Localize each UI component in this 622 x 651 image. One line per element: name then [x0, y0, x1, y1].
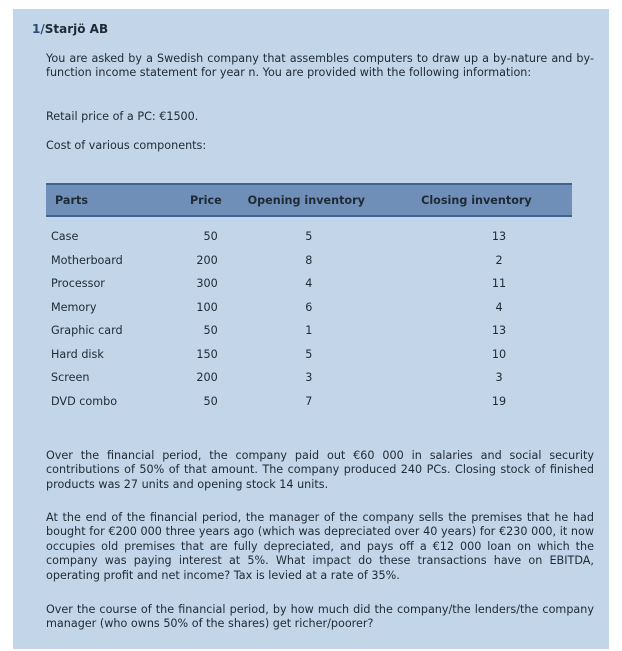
table-row	[46, 296, 572, 320]
cell-part: Motherboard	[51, 253, 123, 267]
cell-part: Graphic card	[51, 324, 123, 338]
table-row	[46, 343, 572, 367]
cell-part: Hard disk	[51, 347, 104, 361]
cell-opening: 8	[305, 253, 313, 267]
exercise-number: 1/	[32, 22, 45, 36]
cell-closing: 10	[491, 347, 507, 361]
table-row	[46, 249, 572, 273]
cell-closing: 11	[491, 277, 507, 291]
question-paragraph: Over the course of the financial period, by how much did the company/the lenders/the company manager (who owns 50% of the shares) get richer/poorer?	[46, 603, 594, 631]
cell-price: 300	[196, 277, 218, 291]
cell-price: 50	[203, 394, 218, 408]
exercise-title: Starjö AB	[44, 22, 109, 36]
cell-price: 200	[196, 253, 218, 267]
table-row	[46, 319, 572, 343]
header-parts: Parts	[46, 184, 159, 216]
cell-opening: 4	[305, 277, 313, 291]
cell-closing: 13	[491, 230, 507, 244]
cell-part: Processor	[51, 277, 105, 291]
cell-closing: 19	[491, 394, 507, 408]
salaries-paragraph: Over the financial period, the company paid out €60 000 in salaries and social security contributions of 50% of that amount. The company produced 240 PCs. Closing stock of finished products was 27 units and opening stock 14 units.	[46, 449, 594, 491]
cell-opening: 7	[305, 394, 313, 408]
cell-part: Memory	[51, 300, 97, 314]
cell-closing: 13	[491, 324, 507, 338]
table-row	[46, 225, 572, 249]
cell-closing: 3	[495, 371, 503, 385]
cell-price: 100	[196, 300, 218, 314]
cell-part: Screen	[51, 371, 90, 385]
premises-paragraph: At the end of the financial period, the manager of the company sells the premises that he had bought for €200 000 three years ago (which was depreciated over 40 years) for €230 000, it now occupies old premises that are fully depreciated, and pays off a €12 000 loan on which the company was paying interest at 5%. What impact do these transactions have on EBITDA, operating profit and net income? Tax is levied at a rate of 35%.	[46, 511, 594, 582]
cell-closing: 4	[495, 300, 503, 314]
table-row	[46, 272, 572, 296]
cell-opening: 1	[305, 324, 313, 338]
cell-opening: 3	[305, 371, 313, 385]
intro-paragraph: You are asked by a Swedish company that assembles computers to draw up a by-nature and by-function income statement for year n. You are provided with the following information:	[46, 52, 594, 80]
retail-price-text: Retail price of a PC: €1500.	[46, 110, 199, 123]
table-row	[46, 390, 572, 414]
table-row	[46, 366, 572, 390]
header-price: Price	[159, 184, 232, 216]
header-closing-inventory: Closing inventory	[381, 184, 572, 216]
cell-part: DVD combo	[51, 394, 118, 408]
cell-price: 50	[203, 230, 218, 244]
cell-part: Case	[51, 230, 79, 244]
components-table	[46, 183, 572, 413]
cost-label-text: Cost of various components:	[46, 139, 207, 152]
cell-opening: 5	[305, 347, 313, 361]
cell-opening: 5	[305, 230, 313, 244]
exercise-heading	[32, 22, 108, 36]
cell-closing: 2	[495, 253, 503, 267]
cell-price: 150	[196, 347, 218, 361]
cell-opening: 6	[305, 300, 313, 314]
exercise-panel	[13, 9, 609, 649]
cell-price: 200	[196, 371, 218, 385]
table-header-row	[46, 184, 572, 216]
cell-price: 50	[203, 324, 218, 338]
header-opening-inventory: Opening inventory	[232, 184, 381, 216]
